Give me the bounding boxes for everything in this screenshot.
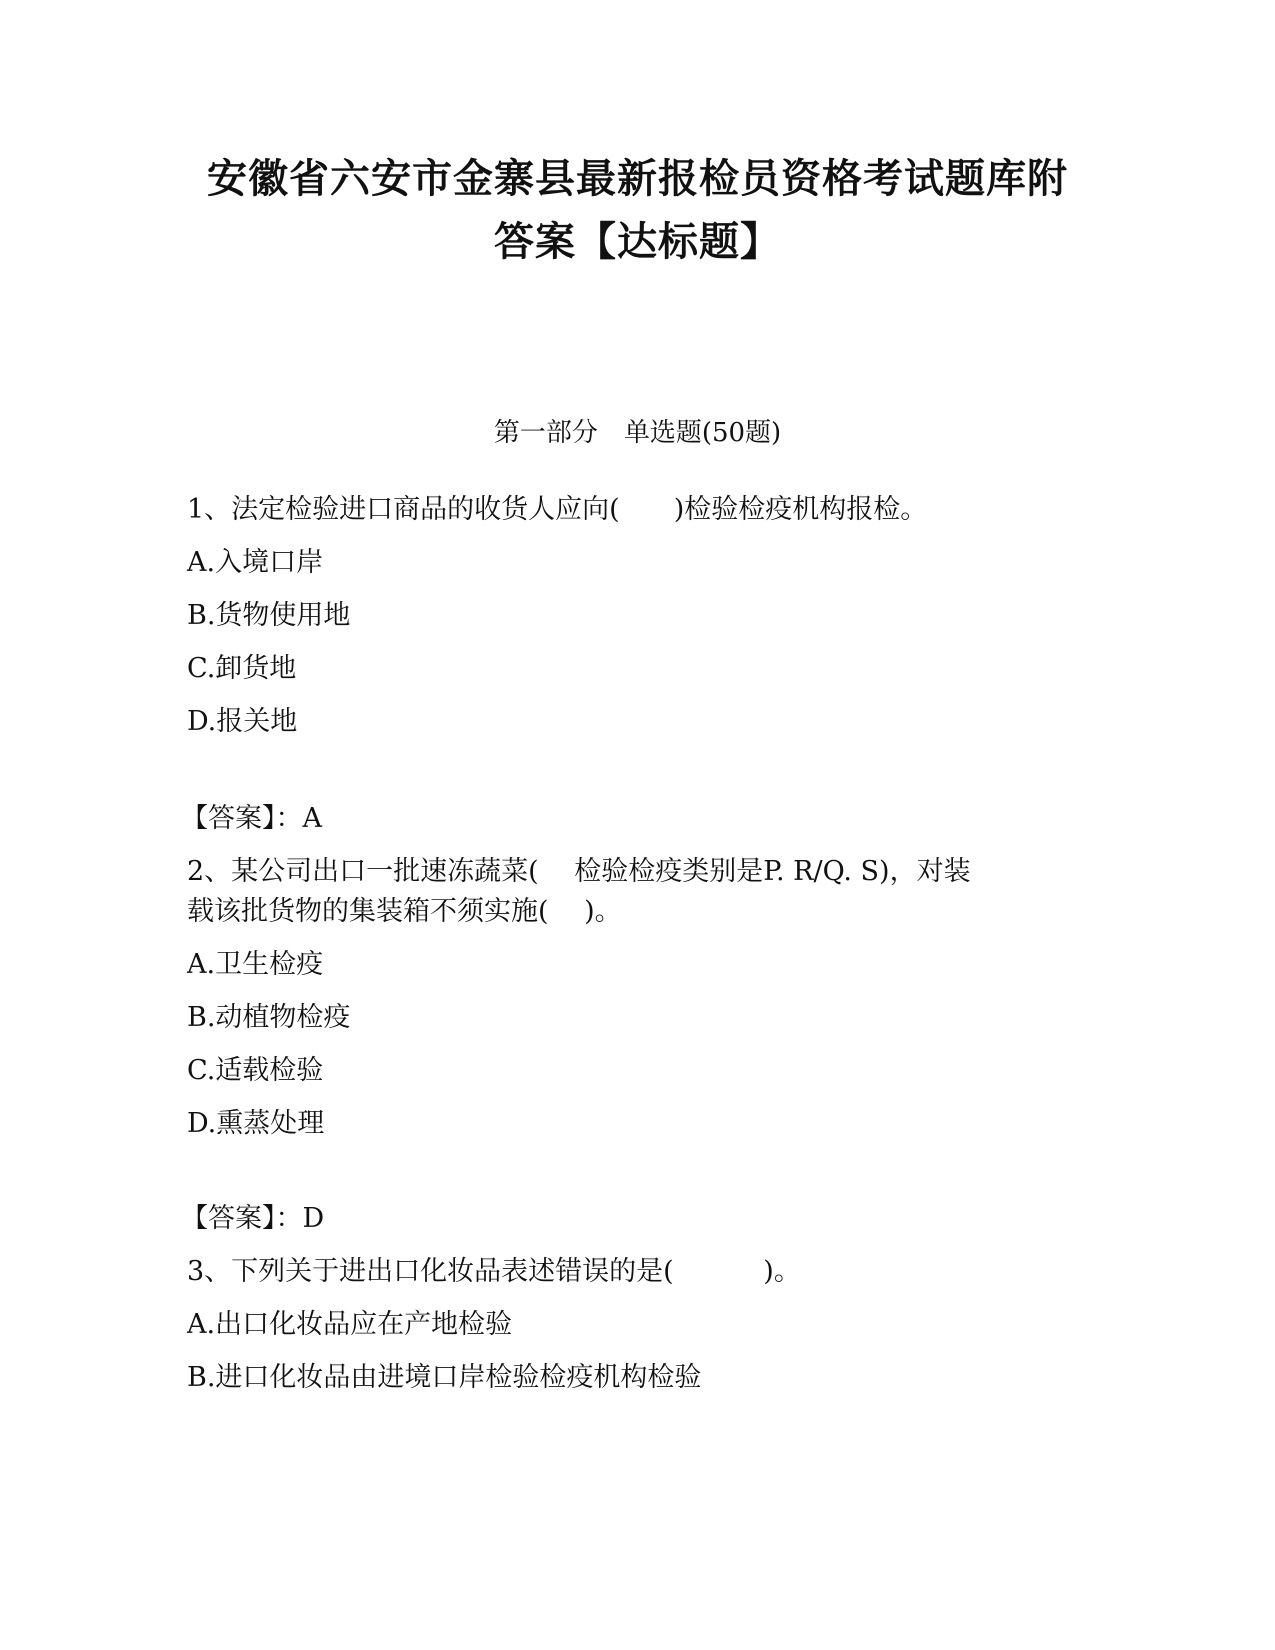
question-1-option-b: B.货物使用地 <box>187 600 351 631</box>
question-2-option-c: C.适载检验 <box>187 1055 324 1086</box>
question-3-stem: 3、下列关于进出口化妆品表述错误的是( )。 <box>187 1256 801 1287</box>
section-heading: 第一部分 单选题(50题) <box>493 418 782 448</box>
document-title-line-2: 答案【达标题】 <box>494 219 781 265</box>
question-1-option-a: A.入境口岸 <box>187 547 324 578</box>
question-3-option-a: A.出口化妆品应在产地检验 <box>187 1309 513 1340</box>
question-2-stem-line-2: 载该批货物的集装箱不须实施( )。 <box>187 896 622 927</box>
document-title-line-1: 安徽省六安市金寨县最新报检员资格考试题库附 <box>207 156 1068 202</box>
question-1-option-d: D.报关地 <box>187 706 298 737</box>
question-1-answer: 【答案】：A <box>181 803 322 834</box>
question-3-option-b: B.进口化妆品由进境口岸检验检疫机构检验 <box>187 1362 702 1393</box>
question-2-stem-line-1: 2、某公司出口一批速冻蔬菜( 检验检疫类别是P. R/Q. S)，对装 <box>187 856 971 887</box>
question-1-stem: 1、法定检验进口商品的收货人应向( )检验检疫机构报检。 <box>187 494 928 525</box>
question-1-option-c: C.卸货地 <box>187 653 297 684</box>
question-2-option-d: D.熏蒸处理 <box>187 1108 325 1139</box>
question-2-answer: 【答案】：D <box>181 1203 325 1234</box>
question-2-option-b: B.动植物检疫 <box>187 1002 351 1033</box>
question-2-option-a: A.卫生检疫 <box>187 949 324 980</box>
